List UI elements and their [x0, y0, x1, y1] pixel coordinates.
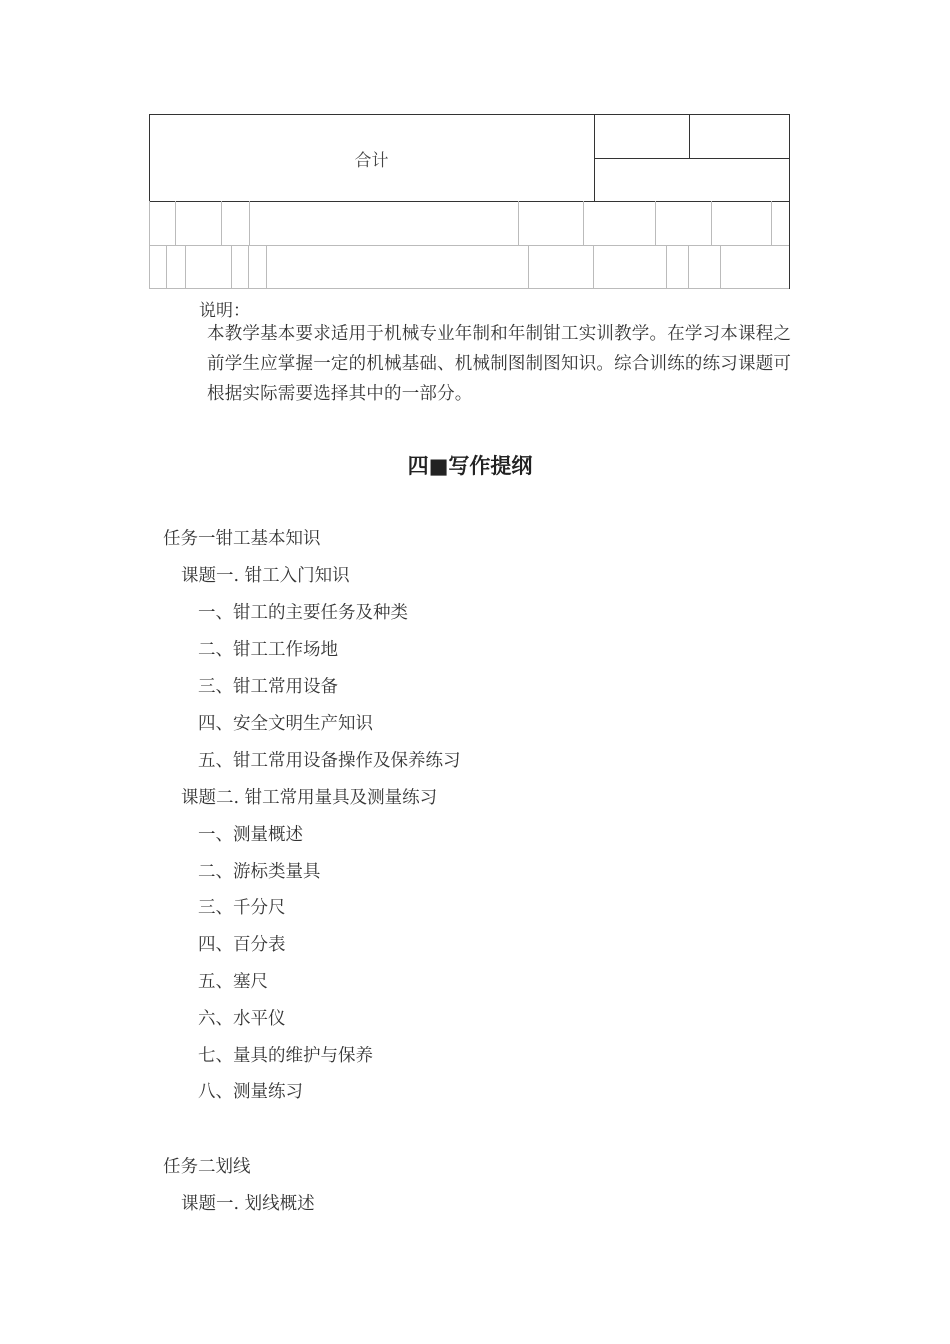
table-cell-border	[231, 245, 232, 289]
table-row-border	[149, 245, 790, 246]
table-divider	[789, 201, 790, 289]
table-cell-border	[221, 201, 222, 245]
table-total-cell	[149, 114, 595, 202]
note-body: 本教学基本要求适用于机械专业年制和年制钳工实训教学。在学习本课程之前学生应掌握一定的机械基础、机械制图制图知识。综合训练的练习课题可根据实际需要选择其中的一部分。	[207, 324, 792, 404]
table-cell-border	[711, 201, 712, 245]
table-divider	[595, 158, 790, 159]
table-cell-border	[175, 201, 176, 245]
table-cell-border	[249, 201, 250, 245]
outline-task: 任务二划线	[163, 1157, 251, 1177]
table-cell-border	[528, 245, 529, 289]
table-divider	[149, 201, 790, 202]
outline-item: 二、游标类量具	[198, 862, 321, 882]
outline-item: 七、量具的维护与保养	[198, 1046, 373, 1066]
table-total-label: 合计	[354, 150, 389, 171]
table-cell-border	[248, 245, 249, 289]
outline-task: 任务一钳工基本知识	[163, 529, 321, 549]
table-divider	[689, 114, 690, 158]
table-cell-border	[720, 245, 721, 289]
outline-topic: 课题一. 钳工入门知识	[181, 566, 350, 586]
table-cell-border	[149, 201, 150, 245]
outline-topic: 课题二. 钳工常用量具及测量练习	[181, 788, 438, 808]
section-title: 四■写作提纲	[407, 454, 533, 478]
table-cell-border	[166, 245, 167, 289]
note-label: 说明：	[199, 301, 250, 321]
outline-item: 一、钳工的主要任务及种类	[198, 603, 408, 623]
table-cell-border	[666, 245, 667, 289]
outline-item: 二、钳工工作场地	[198, 640, 338, 660]
table-cell-border	[593, 245, 594, 289]
outline-item: 四、安全文明生产知识	[198, 714, 373, 734]
outline-item: 五、塞尺	[198, 972, 268, 992]
table-cell-border	[655, 201, 656, 245]
table-cell-border	[185, 245, 186, 289]
table-cell-border	[583, 201, 584, 245]
table-cell-border	[149, 245, 150, 289]
table-row-border	[149, 288, 790, 289]
outline-item: 六、水平仪	[198, 1009, 286, 1029]
outline-item: 三、千分尺	[198, 898, 286, 918]
outline-item: 一、测量概述	[198, 825, 303, 845]
table-cell-border	[518, 201, 519, 245]
outline-item: 三、钳工常用设备	[198, 677, 338, 697]
table-cell-border	[771, 201, 772, 245]
outline-item: 八、测量练习	[198, 1082, 303, 1102]
outline-topic: 课题一. 划线概述	[181, 1194, 315, 1214]
table-cell-border	[266, 245, 267, 289]
outline-item: 五、钳工常用设备操作及保养练习	[198, 751, 461, 771]
table-cell-border	[688, 245, 689, 289]
outline-item: 四、百分表	[198, 935, 286, 955]
